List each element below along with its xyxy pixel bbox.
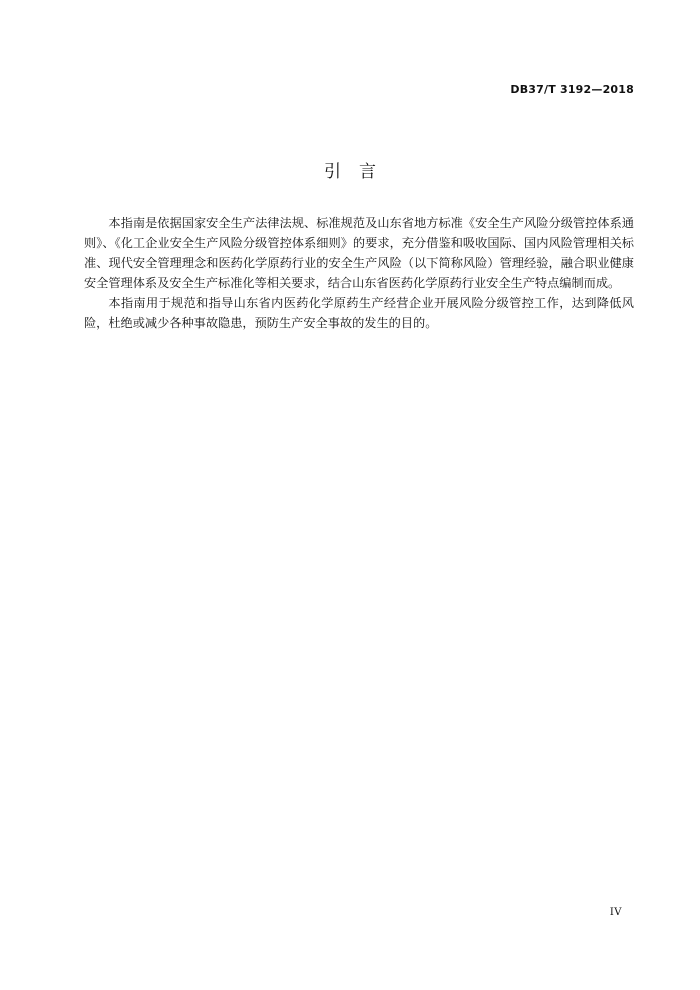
standard-code: DB37/T 3192—2018 bbox=[510, 83, 634, 96]
page-number: IV bbox=[609, 907, 622, 918]
paragraph-basis: 本指南是依据国家安全生产法律法规、标准规范及山东省地方标准《安全生产风险分级管控体系通则》、《化工企业安全生产风险分级管控体系细则》的要求，充分借鉴和吸收国际、国内风险管理相关标准、现代安全管理理念和医药化学原药行业的安全生产风险（以下简称风险）管理经验，融合职业健康安全管理体系及安全生产标准化等相关要求，结合山东省医药化学原药行业安全生产特点编制而成。 bbox=[84, 216, 634, 290]
paragraph-scope: 本指南用于规范和指导山东省内医药化学原药生产经营企业开展风险分级管控工作，达到降低风险，杜绝或减少各种事故隐患，预防生产安全事故的发生的目的。 bbox=[84, 296, 634, 330]
page-title: 引言 bbox=[324, 162, 394, 182]
body-text bbox=[84, 213, 634, 333]
